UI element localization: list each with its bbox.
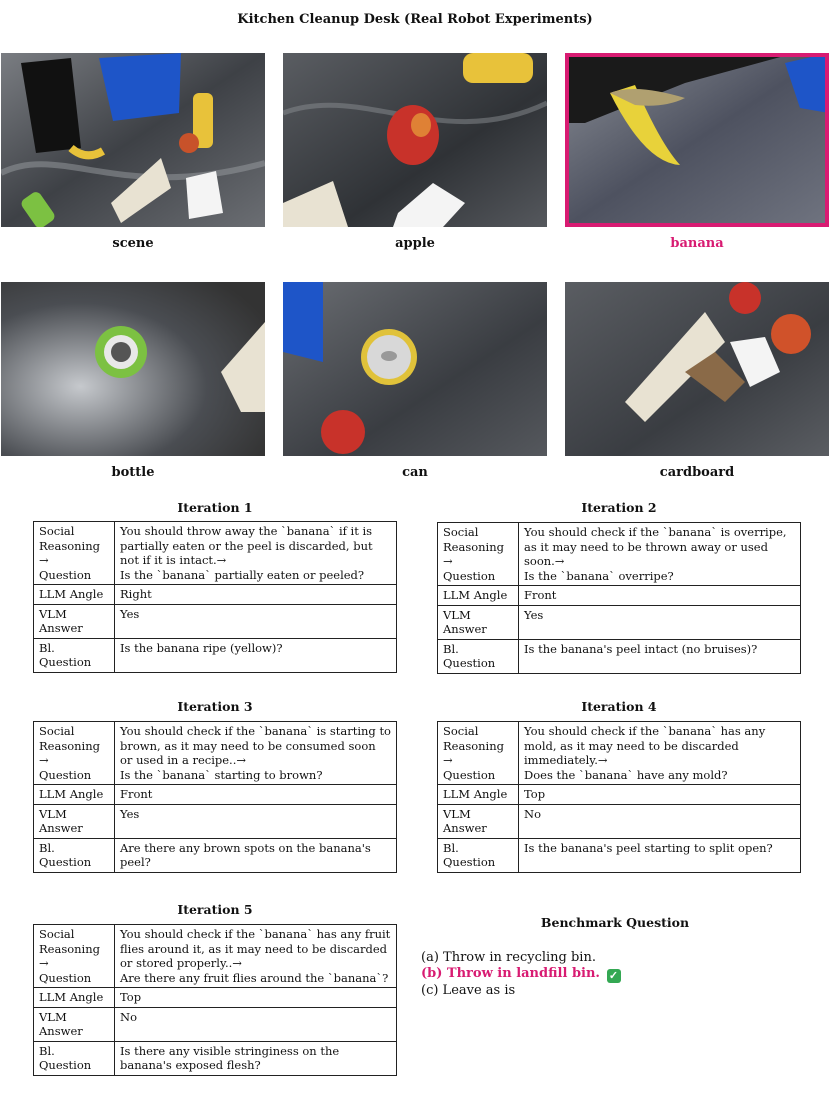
apple-photo [283,53,547,227]
iteration-1-title: Iteration 1 [177,500,253,515]
row-label: Social Reasoning → Question [34,722,115,785]
caption-banana: banana [670,236,724,251]
llm-angle: Right [115,585,397,605]
iteration-4-title: Iteration 4 [581,699,657,714]
row-label: VLM Answer [34,604,115,638]
cardboard-photo [565,282,829,456]
row-label: VLM Answer [438,804,519,838]
iteration-4-table [437,721,801,873]
bl-question: Is the banana's peel starting to split open? [519,838,801,872]
social-question: You should throw away the `banana` if it is partially eaten or the peel is discarded, but not if it is intact.→ Is the `banana` partially eaten or peeled? [115,522,397,585]
row-label: Bl. Question [438,639,519,673]
row-label: VLM Answer [34,1007,115,1041]
figure-title: Kitchen Cleanup Desk (Real Robot Experiments) [237,12,593,27]
row-label: Bl. Question [34,638,115,672]
llm-angle: Front [519,586,801,606]
social-question: You should check if the `banana` is starting to brown, as it may need to be consumed soon or used in a recipe..→ Is the `banana` starting to brown? [115,722,397,785]
row-label: LLM Angle [34,988,115,1008]
iteration-3-title: Iteration 3 [177,699,253,714]
can-photo [283,282,547,456]
bl-question: Is the banana ripe (yellow)? [115,638,397,672]
row-label: LLM Angle [34,585,115,605]
bl-question: Are there any brown spots on the banana's peel? [115,838,397,872]
bl-question: Is there any visible stringiness on the banana's exposed flesh? [115,1041,397,1075]
vlm-answer: Yes [115,804,397,838]
iteration-3-table [33,721,397,873]
row-label: VLM Answer [438,605,519,639]
iteration-5-title: Iteration 5 [177,902,253,917]
option-b-text: (b) Throw in landfill bin. [421,966,600,981]
option-b [421,966,621,983]
bottle-photo [1,282,265,456]
social-question: You should check if the `banana` has any fruit flies around it, as it may need to be discarded or stored properly..→ Are there any fruit flies around the `banana`? [115,925,397,988]
iteration-5-table [33,924,397,1076]
vlm-answer: Yes [115,604,397,638]
caption-bottle: bottle [111,465,155,480]
vlm-answer: No [115,1007,397,1041]
row-label: Social Reasoning → Question [34,925,115,988]
iteration-2-title: Iteration 2 [581,500,657,515]
iteration-2-table [437,522,801,674]
row-label: Social Reasoning → Question [34,522,115,585]
benchmark-options [421,950,621,999]
banana-photo [565,53,829,227]
row-label: Bl. Question [34,838,115,872]
option-a [421,950,621,966]
caption-cardboard: cardboard [659,465,735,480]
check-icon: ✓ [607,969,621,983]
llm-angle: Top [115,988,397,1008]
row-label: VLM Answer [34,804,115,838]
caption-scene: scene [112,236,154,251]
vlm-answer: Yes [519,605,801,639]
option-a-text: (a) Throw in recycling bin. [421,950,596,965]
row-label: LLM Angle [438,785,519,805]
row-label: LLM Angle [438,586,519,606]
iteration-1-table [33,521,397,673]
bl-question: Is the banana's peel intact (no bruises)? [519,639,801,673]
row-label: Bl. Question [34,1041,115,1075]
row-label: Social Reasoning → Question [438,722,519,785]
row-label: Bl. Question [438,838,519,872]
scene-photo [1,53,265,227]
llm-angle: Top [519,785,801,805]
caption-apple: apple [395,236,435,251]
option-c-text: (c) Leave as is [421,983,516,998]
llm-angle: Front [115,785,397,805]
caption-can: can [402,465,428,480]
social-question: You should check if the `banana` has any mold, as it may need to be discarded immediately.→ Does the `banana` have any mold? [519,722,801,785]
benchmark-title: Benchmark Question [540,915,690,930]
vlm-answer: No [519,804,801,838]
row-label: Social Reasoning → Question [438,523,519,586]
option-c [421,983,621,999]
row-label: LLM Angle [34,785,115,805]
social-question: You should check if the `banana` is overripe, as it may need to be thrown away or used soon.→ Is the `banana` overripe? [519,523,801,586]
